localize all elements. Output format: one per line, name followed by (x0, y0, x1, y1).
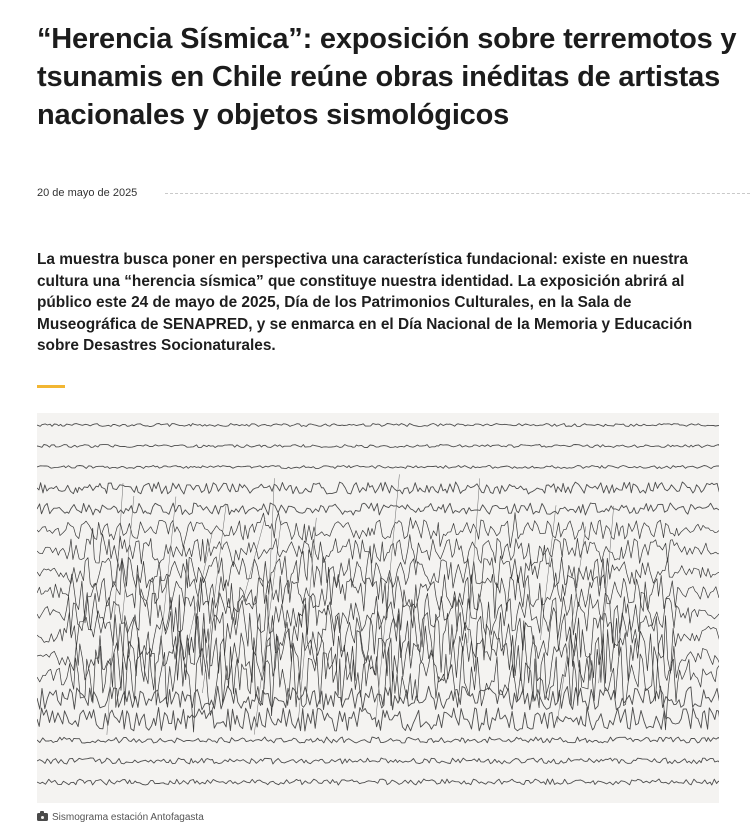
seismogram-trace (37, 445, 719, 448)
seismogram-stroke (107, 483, 123, 735)
seismogram-trace (37, 424, 719, 427)
seismogram-trace (37, 466, 719, 469)
seismogram-trace (37, 595, 719, 679)
accent-bar (37, 385, 65, 388)
seismogram-stroke (188, 533, 212, 643)
dotted-divider (165, 193, 750, 194)
publish-date: 20 de mayo de 2025 (37, 187, 138, 199)
seismogram-trace (37, 503, 719, 515)
seismogram-trace (37, 528, 719, 566)
image-caption (37, 810, 204, 824)
seismogram-trace (37, 737, 719, 743)
seismogram-stroke (202, 505, 226, 693)
seismogram-trace (37, 707, 719, 731)
article-headline: “Herencia Sísmica”: exposición sobre terremotos y tsunamis en Chile reúne obras inéditas de artistas nacionales y objetos sismológicos (37, 23, 737, 131)
caption-text: Sismograma estación Antofagasta (52, 811, 204, 823)
seismogram-drawing (37, 413, 719, 803)
camera-icon (37, 813, 48, 821)
article-lede: La muestra busca poner en perspectiva una característica fundacional: existe en nuestra cultura una “herencia sísmica” que constituye nuestra identidad. La exposición abrirá al público este 24 de mayo de 2025, Día de los Patrimonios Culturales, en la Sala de Museográfica de SENAPRED, y se enmarca en el Día Nacional de la Memoria y Educación sobre Desastres Socionaturales. (37, 251, 693, 354)
seismogram-stroke (298, 518, 316, 721)
seismogram-trace (37, 758, 719, 764)
seismogram-stroke (122, 496, 134, 624)
seismogram-image (37, 413, 719, 803)
seismogram-trace (37, 482, 719, 494)
article-meta (37, 185, 750, 201)
seismogram-trace (37, 779, 719, 785)
